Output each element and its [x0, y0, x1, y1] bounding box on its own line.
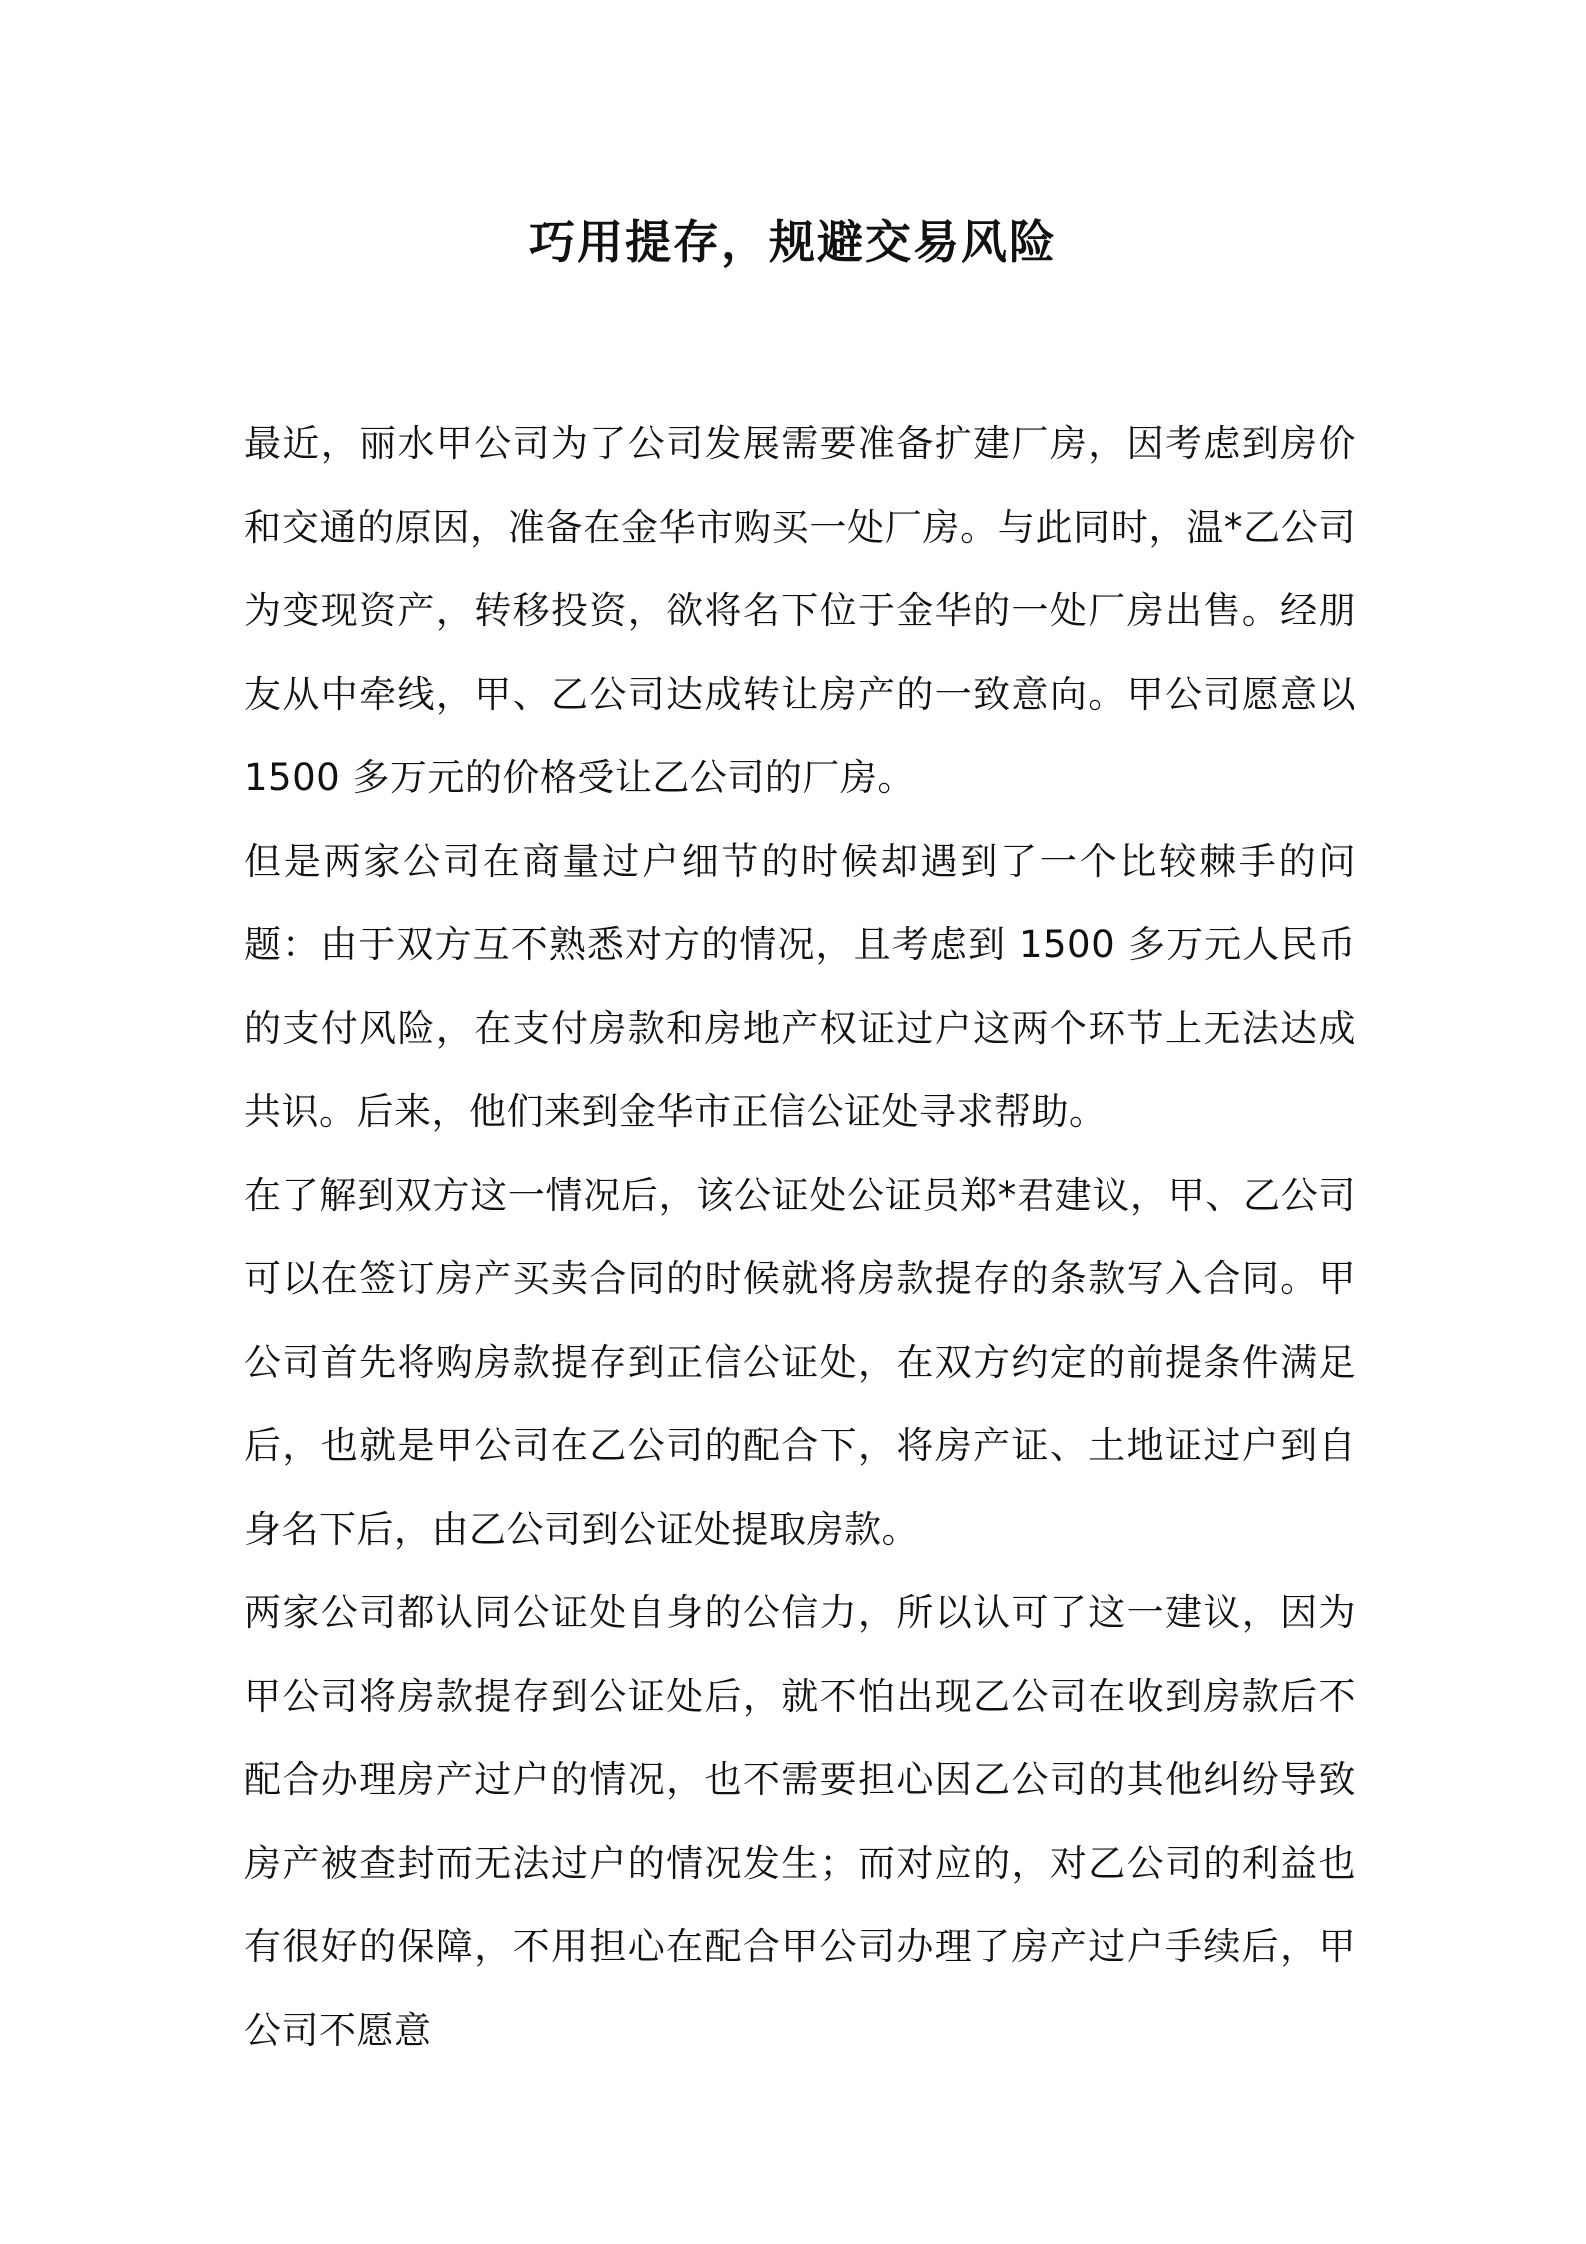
document-title: 巧用提存，规避交易风险 [529, 215, 1057, 269]
paragraph: 在了解到双方这一情况后，该公证处公证员郑*君建议，甲、乙公司可以在签订房产买卖合同的时候就将房款提存的条款写入合同。甲公司首先将购房款提存到正信公证处，在双方约定的前提条件满足后，也就是甲公司在乙公司的配合下，将房产证、土地证过户到自身名下后，由乙公司到公证处提取房款。 [244, 1173, 1356, 1551]
paragraph: 两家公司都认同公证处自身的公信力，所以认可了这一建议，因为甲公司将房款提存到公证处后，就不怕出现乙公司在收到房款后不配合办理房产过户的情况，也不需要担心因乙公司的其他纠纷导致房产被查封而无法过户的情况发生；而对应的，对乙公司的利益也有很好的保障，不用担心在配合甲公司办理了房产过户手续后，甲公司不愿意 [244, 1591, 1356, 2052]
document-body [244, 402, 1356, 2072]
paragraph: 但是两家公司在商量过户细节的时候却遇到了一个比较棘手的问题：由于双方互不熟悉对方的情况，且考虑到 1500 多万元人民币的支付风险，在支付房款和房地产权证过户这两个环节上无法达成共识。后来，他们来到金华市正信公证处寻求帮助。 [244, 839, 1356, 1133]
paragraph: 最近，丽水甲公司为了公司发展需要准备扩建厂房，因考虑到房价和交通的原因，准备在金华市购买一处厂房。与此同时，温*乙公司为变现资产，转移投资，欲将名下位于金华的一处厂房出售。经朋友从中牵线，甲、乙公司达成转让房产的一致意向。甲公司愿意以 1500 多万元的价格受让乙公司的厂房。 [244, 422, 1356, 799]
